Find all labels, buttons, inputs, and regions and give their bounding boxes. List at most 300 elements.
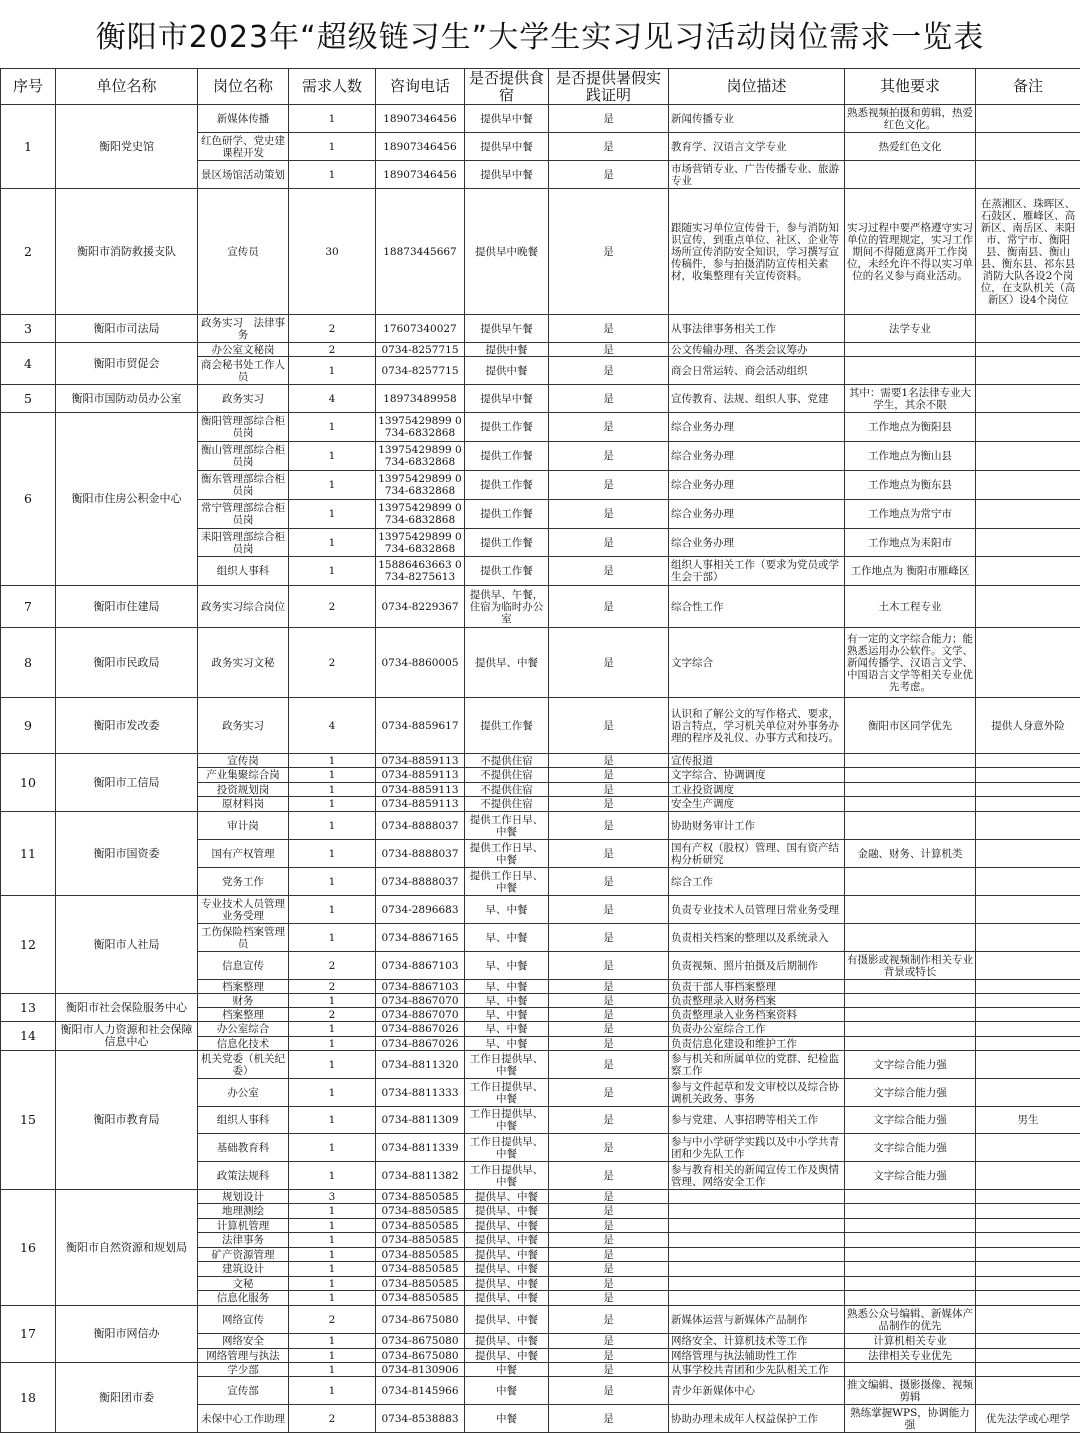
cell-tel: 0734-8811333 (376, 1079, 465, 1107)
cell-req (845, 161, 976, 189)
cell-tel: 0734-8850585 (376, 1277, 465, 1291)
cell-post: 基础教育科 (198, 1134, 289, 1162)
cell-unit: 衡阳市教育局 (56, 1051, 198, 1190)
cell-note (976, 557, 1080, 586)
cell-note (976, 768, 1080, 783)
cell-tel: 0734-8867026 (376, 1037, 465, 1051)
cell-tel: 0734-8859113 (376, 797, 465, 812)
cell-req: 有摄影或视频制作相关专业背景或特长 (845, 952, 976, 980)
cell-tel: 0734-8811382 (376, 1162, 465, 1190)
cell-req (845, 994, 976, 1008)
cell-proof: 是 (549, 1334, 669, 1349)
cell-note (976, 1219, 1080, 1233)
cell-req: 文字综合能力强 (845, 1051, 976, 1079)
cell-proof: 是 (549, 952, 669, 980)
job-table (0, 68, 1080, 1433)
cell-desc: 新闻传播专业 (669, 105, 845, 133)
cell-tel: 0734-8859113 (376, 783, 465, 797)
cell-post: 信息化技术 (198, 1037, 289, 1051)
cell-note (976, 1334, 1080, 1349)
cell-no: 7 (1, 586, 56, 628)
cell-num: 1 (289, 1107, 376, 1134)
cell-proof: 是 (549, 413, 669, 442)
cell-num: 1 (289, 357, 376, 385)
cell-tel: 18873445667 (376, 189, 465, 315)
cell-unit: 衡阳市社会保险服务中心 (56, 994, 198, 1022)
header-desc: 岗位描述 (669, 69, 845, 105)
cell-tel: 0734-8675080 (376, 1306, 465, 1334)
cell-no: 12 (1, 896, 56, 994)
cell-post: 投资规划岗 (198, 783, 289, 797)
cell-food: 早、中餐 (465, 1037, 549, 1051)
cell-note (976, 1377, 1080, 1405)
cell-food: 早、中餐 (465, 1008, 549, 1022)
cell-no: 9 (1, 698, 56, 754)
cell-note (976, 1037, 1080, 1051)
cell-req (845, 1262, 976, 1277)
cell-food: 中餐 (465, 1363, 549, 1377)
cell-req (845, 754, 976, 768)
table-body (1, 105, 1080, 1433)
cell-food: 提供早、中餐 (465, 1219, 549, 1233)
table-row (1, 413, 1080, 442)
cell-no: 14 (1, 1022, 56, 1051)
cell-num: 1 (289, 1204, 376, 1219)
cell-no: 15 (1, 1051, 56, 1190)
cell-num: 1 (289, 500, 376, 529)
cell-food: 提供中餐 (465, 357, 549, 385)
cell-post: 景区场馆活动策划 (198, 161, 289, 189)
cell-tel: 18907346456 (376, 161, 465, 189)
cell-post: 耒阳管理部综合柜员岗 (198, 529, 289, 557)
cell-proof: 是 (549, 500, 669, 529)
cell-post: 商会秘书处工作人员 (198, 357, 289, 385)
cell-note (976, 1262, 1080, 1277)
cell-proof: 是 (549, 1037, 669, 1051)
cell-desc: 综合性工作 (669, 586, 845, 628)
cell-note (976, 133, 1080, 161)
cell-desc: 文字综合、协调调度 (669, 768, 845, 783)
cell-no: 18 (1, 1363, 56, 1433)
cell-tel: 0734-8130906 (376, 1363, 465, 1377)
cell-num: 2 (289, 586, 376, 628)
cell-req: 工作地点为耒阳市 (845, 529, 976, 557)
cell-req (845, 783, 976, 797)
cell-post: 未保中心工作助理 (198, 1405, 289, 1433)
cell-desc: 公文传输办理、各类会议筹办 (669, 343, 845, 357)
cell-post: 政务实习 (198, 698, 289, 754)
cell-unit: 衡阳市国防动员办公室 (56, 385, 198, 413)
cell-tel: 13975429899 0734-6832868 (376, 529, 465, 557)
cell-food: 早、中餐 (465, 980, 549, 994)
cell-num: 1 (289, 1162, 376, 1190)
cell-food: 提供工作餐 (465, 500, 549, 529)
cell-note (976, 1008, 1080, 1022)
cell-post: 衡阳管理部综合柜员岗 (198, 413, 289, 442)
cell-req: 工作地点为 衡阳市雁峰区 (845, 557, 976, 586)
cell-food: 工作日提供早、中餐 (465, 1162, 549, 1190)
cell-desc: 综合业务办理 (669, 500, 845, 529)
cell-req: 文字综合能力强 (845, 1134, 976, 1162)
cell-num: 1 (289, 1248, 376, 1262)
cell-desc (669, 1291, 845, 1306)
cell-note (976, 1277, 1080, 1291)
cell-proof: 是 (549, 924, 669, 952)
cell-post: 办公室文秘岗 (198, 343, 289, 357)
cell-num: 4 (289, 385, 376, 413)
cell-food: 提供中餐 (465, 343, 549, 357)
cell-note (976, 442, 1080, 471)
cell-proof: 是 (549, 896, 669, 924)
cell-note (976, 105, 1080, 133)
table-row (1, 315, 1080, 343)
cell-no: 10 (1, 754, 56, 812)
cell-food: 不提供住宿 (465, 768, 549, 783)
cell-note (976, 1190, 1080, 1204)
cell-tel: 0734-8229367 (376, 586, 465, 628)
header-unit: 单位名称 (56, 69, 198, 105)
cell-food: 提供早、中餐 (465, 1262, 549, 1277)
cell-req (845, 1363, 976, 1377)
cell-num: 1 (289, 557, 376, 586)
header-note: 备注 (976, 69, 1080, 105)
cell-food: 早、中餐 (465, 1022, 549, 1037)
cell-proof: 是 (549, 768, 669, 783)
cell-desc: 综合业务办理 (669, 529, 845, 557)
cell-proof: 是 (549, 698, 669, 754)
cell-post: 办公室综合 (198, 1022, 289, 1037)
cell-desc: 参与教育相关的新闻宣传工作及舆情管理、网络安全工作 (669, 1162, 845, 1190)
cell-tel: 0734-8850585 (376, 1190, 465, 1204)
cell-req (845, 797, 976, 812)
cell-req: 文字综合能力强 (845, 1162, 976, 1190)
cell-note (976, 754, 1080, 768)
cell-unit: 衡阳市消防救援支队 (56, 189, 198, 315)
table-row (1, 189, 1080, 315)
cell-num: 1 (289, 1022, 376, 1037)
cell-proof: 是 (549, 1233, 669, 1248)
cell-req (845, 1204, 976, 1219)
cell-num: 2 (289, 315, 376, 343)
cell-post: 财务 (198, 994, 289, 1008)
cell-unit: 衡阳市国资委 (56, 812, 198, 896)
cell-post: 组织人事科 (198, 557, 289, 586)
cell-num: 1 (289, 797, 376, 812)
cell-food: 中餐 (465, 1377, 549, 1405)
cell-req: 土木工程专业 (845, 586, 976, 628)
cell-note: 优先法学或心理学 (976, 1405, 1080, 1433)
table-row (1, 343, 1080, 357)
cell-desc (669, 1190, 845, 1204)
cell-desc: 负责专业技术人员管理日常业务受理 (669, 896, 845, 924)
cell-food: 提供早中餐 (465, 161, 549, 189)
cell-proof: 是 (549, 1277, 669, 1291)
cell-note (976, 980, 1080, 994)
cell-food: 提供早、中餐 (465, 1248, 549, 1262)
cell-proof: 是 (549, 783, 669, 797)
cell-num: 2 (289, 952, 376, 980)
cell-food: 工作日提供早、中餐 (465, 1079, 549, 1107)
cell-post: 网络安全 (198, 1334, 289, 1349)
cell-post: 规划设计 (198, 1190, 289, 1204)
table-row (1, 1363, 1080, 1377)
table-row (1, 812, 1080, 840)
cell-req (845, 980, 976, 994)
cell-post: 建筑设计 (198, 1262, 289, 1277)
cell-post: 政务实习综合岗位 (198, 586, 289, 628)
cell-desc: 负责视频、照片拍摄及后期制作 (669, 952, 845, 980)
cell-food: 提供早、中餐 (465, 628, 549, 698)
cell-num: 1 (289, 1051, 376, 1079)
cell-req (845, 1233, 976, 1248)
header-num: 需求人数 (289, 69, 376, 105)
cell-tel: 0734-8850585 (376, 1291, 465, 1306)
cell-req (845, 896, 976, 924)
cell-post: 政务实习 法律事务 (198, 315, 289, 343)
cell-req (845, 812, 976, 840)
cell-proof: 是 (549, 797, 669, 812)
cell-desc: 安全生产调度 (669, 797, 845, 812)
cell-unit: 衡阳市人力资源和社会保障信息中心 (56, 1022, 198, 1051)
cell-desc: 网络管理与执法辅助性工作 (669, 1349, 845, 1363)
cell-food: 提供早、中餐 (465, 1204, 549, 1219)
cell-proof: 是 (549, 1051, 669, 1079)
cell-food: 提供早中餐 (465, 105, 549, 133)
cell-tel: 18973489958 (376, 385, 465, 413)
cell-note: 男生 (976, 1107, 1080, 1134)
cell-unit: 衡阳市网信办 (56, 1306, 198, 1363)
cell-num: 1 (289, 1349, 376, 1363)
cell-food: 提供早中晚餐 (465, 189, 549, 315)
cell-num: 3 (289, 1190, 376, 1204)
cell-no: 8 (1, 628, 56, 698)
cell-note (976, 1051, 1080, 1079)
cell-req (845, 357, 976, 385)
cell-note (976, 1134, 1080, 1162)
cell-post: 产业集聚综合岗 (198, 768, 289, 783)
cell-post: 原材料岗 (198, 797, 289, 812)
cell-note (976, 343, 1080, 357)
cell-proof: 是 (549, 1291, 669, 1306)
cell-tel: 0734-8888037 (376, 812, 465, 840)
cell-desc: 组织人事相关工作（要求为党员或学生会干部） (669, 557, 845, 586)
cell-tel: 0734-8538883 (376, 1405, 465, 1433)
cell-req: 实习过程中要严格遵守实习单位的管理规定，实习工作期间不得随意离开工作岗位，未经允许不得以实习单位的名义参与商业活动。 (845, 189, 976, 315)
cell-food: 不提供住宿 (465, 783, 549, 797)
cell-proof: 是 (549, 1219, 669, 1233)
cell-num: 1 (289, 783, 376, 797)
cell-num: 1 (289, 1262, 376, 1277)
cell-unit: 衡阳党史馆 (56, 105, 198, 189)
cell-food: 提供早中餐 (465, 133, 549, 161)
cell-desc: 协助办理未成年人权益保护工作 (669, 1405, 845, 1433)
cell-post: 宣传岗 (198, 754, 289, 768)
cell-note (976, 896, 1080, 924)
cell-req: 金融、财务、计算机类 (845, 840, 976, 868)
cell-proof: 是 (549, 1190, 669, 1204)
cell-num: 1 (289, 1291, 376, 1306)
cell-post: 信息化服务 (198, 1291, 289, 1306)
cell-desc: 认识和了解公文的写作格式、要求，语言特点，学习机关单位对外事务办理的程序及礼仪、办事方式和技巧。 (669, 698, 845, 754)
cell-post: 政策法规科 (198, 1162, 289, 1190)
cell-post: 党务工作 (198, 868, 289, 896)
cell-note (976, 924, 1080, 952)
cell-food: 提供早、中餐 (465, 1291, 549, 1306)
cell-req (845, 1248, 976, 1262)
cell-food: 提供工作餐 (465, 442, 549, 471)
cell-req (845, 1022, 976, 1037)
header-post: 岗位名称 (198, 69, 289, 105)
cell-num: 2 (289, 1306, 376, 1334)
cell-post: 学少部 (198, 1363, 289, 1377)
cell-post: 政务实习文秘 (198, 628, 289, 698)
cell-post: 办公室 (198, 1079, 289, 1107)
cell-food: 提供早、中餐 (465, 1190, 549, 1204)
cell-num: 1 (289, 924, 376, 952)
cell-tel: 0734-8859113 (376, 754, 465, 768)
cell-post: 文秘 (198, 1277, 289, 1291)
cell-post: 组织人事科 (198, 1107, 289, 1134)
cell-food: 提供工作餐 (465, 698, 549, 754)
cell-req: 其中：需要1名法律专业大学生，其余不限 (845, 385, 976, 413)
cell-food: 提供早、中餐 (465, 1306, 549, 1334)
cell-proof: 是 (549, 1306, 669, 1334)
cell-proof: 是 (549, 840, 669, 868)
cell-req: 热爱红色文化 (845, 133, 976, 161)
cell-tel: 0734-8888037 (376, 868, 465, 896)
cell-tel: 0734-8850585 (376, 1262, 465, 1277)
cell-desc: 负责整理录入财务档案 (669, 994, 845, 1008)
cell-proof: 是 (549, 1262, 669, 1277)
cell-proof: 是 (549, 1162, 669, 1190)
cell-note (976, 586, 1080, 628)
cell-no: 4 (1, 343, 56, 385)
cell-note (976, 868, 1080, 896)
cell-desc: 综合业务办理 (669, 471, 845, 500)
cell-tel: 0734-8850585 (376, 1248, 465, 1262)
cell-note (976, 385, 1080, 413)
cell-req (845, 1008, 976, 1022)
cell-food: 提供工作餐 (465, 557, 549, 586)
cell-req: 法学专业 (845, 315, 976, 343)
cell-desc: 宣传报道 (669, 754, 845, 768)
cell-tel: 0734-8867070 (376, 994, 465, 1008)
cell-num: 4 (289, 698, 376, 754)
cell-req (845, 1037, 976, 1051)
cell-note (976, 471, 1080, 500)
cell-num: 1 (289, 840, 376, 868)
cell-num: 1 (289, 1377, 376, 1405)
cell-note (976, 952, 1080, 980)
table-row (1, 994, 1080, 1008)
cell-desc: 综合业务办理 (669, 413, 845, 442)
cell-food: 不提供住宿 (465, 797, 549, 812)
cell-post: 网络管理与执法 (198, 1349, 289, 1363)
cell-post: 计算机管理 (198, 1219, 289, 1233)
cell-food: 中餐 (465, 1405, 549, 1433)
cell-tel: 0734-8145966 (376, 1377, 465, 1405)
cell-post: 常宁管理部综合柜员岗 (198, 500, 289, 529)
cell-food: 提供早、午餐，住宿为临时办公室 (465, 586, 549, 628)
cell-req: 文字综合能力强 (845, 1107, 976, 1134)
cell-req: 工作地点为常宁市 (845, 500, 976, 529)
cell-post: 红色研学、党史建课程开发 (198, 133, 289, 161)
cell-desc (669, 1262, 845, 1277)
cell-tel: 18907346456 (376, 133, 465, 161)
cell-unit: 衡阳市民政局 (56, 628, 198, 698)
cell-note: 在蒸湘区、珠晖区、石鼓区、雁峰区、高新区、南岳区、耒阳市、常宁市、衡阳县、衡南县、衡山县、衡东县、祁东县消防大队各设2个岗位，在支队机关（高新区）设4个岗位 (976, 189, 1080, 315)
header-tel: 咨询电话 (376, 69, 465, 105)
table-row (1, 1051, 1080, 1079)
table-row (1, 105, 1080, 133)
cell-food: 提供早、中餐 (465, 1277, 549, 1291)
cell-req: 推文编辑、摄影摄像、视频剪辑 (845, 1377, 976, 1405)
cell-num: 2 (289, 343, 376, 357)
cell-proof: 是 (549, 343, 669, 357)
cell-no: 11 (1, 812, 56, 896)
cell-proof: 是 (549, 471, 669, 500)
cell-food: 提供早、中餐 (465, 1233, 549, 1248)
cell-req: 熟悉公众号编辑、新媒体产品制作的优先 (845, 1306, 976, 1334)
cell-req (845, 1277, 976, 1291)
table-row (1, 385, 1080, 413)
cell-desc: 网络安全、计算机技术等工作 (669, 1334, 845, 1349)
cell-no: 1 (1, 105, 56, 189)
cell-proof: 是 (549, 994, 669, 1008)
cell-proof: 是 (549, 1204, 669, 1219)
cell-desc: 参与机关和所属单位的党群、纪检监察工作 (669, 1051, 845, 1079)
cell-note (976, 1306, 1080, 1334)
cell-food: 工作日提供早、中餐 (465, 1107, 549, 1134)
cell-no: 13 (1, 994, 56, 1022)
table-row (1, 1190, 1080, 1204)
cell-desc: 工业投资调度 (669, 783, 845, 797)
cell-food: 提供工作日早、中餐 (465, 868, 549, 896)
cell-proof: 是 (549, 1349, 669, 1363)
cell-proof: 是 (549, 133, 669, 161)
cell-req: 熟练掌握WPS，协调能力强 (845, 1405, 976, 1433)
cell-food: 提供工作餐 (465, 413, 549, 442)
cell-desc: 负责办公室综合工作 (669, 1022, 845, 1037)
cell-tel: 0734-2896683 (376, 896, 465, 924)
cell-tel: 0734-8867103 (376, 952, 465, 980)
cell-tel: 0734-8257715 (376, 343, 465, 357)
cell-post: 新媒体传播 (198, 105, 289, 133)
cell-desc: 协助财务审计工作 (669, 812, 845, 840)
cell-desc (669, 1248, 845, 1262)
cell-req: 熟悉视频拍摄和剪辑，热爱红色文化。 (845, 105, 976, 133)
cell-proof: 是 (549, 1377, 669, 1405)
cell-post: 宣传员 (198, 189, 289, 315)
cell-tel: 13975429899 0734-6832868 (376, 500, 465, 529)
cell-desc (669, 1204, 845, 1219)
cell-tel: 0734-8867070 (376, 1008, 465, 1022)
cell-proof: 是 (549, 529, 669, 557)
cell-tel: 13975429899 0734-6832868 (376, 471, 465, 500)
cell-food: 提供工作日早、中餐 (465, 812, 549, 840)
cell-req (845, 924, 976, 952)
cell-post: 工伤保险档案管理员 (198, 924, 289, 952)
cell-note (976, 1349, 1080, 1363)
cell-proof: 是 (549, 980, 669, 994)
cell-food: 工作日提供早、中餐 (465, 1051, 549, 1079)
cell-post: 网络宣传 (198, 1306, 289, 1334)
cell-proof: 是 (549, 868, 669, 896)
cell-num: 1 (289, 1334, 376, 1349)
cell-post: 审计岗 (198, 812, 289, 840)
cell-tel: 17607340027 (376, 315, 465, 343)
cell-note: 提供人身意外险 (976, 698, 1080, 754)
